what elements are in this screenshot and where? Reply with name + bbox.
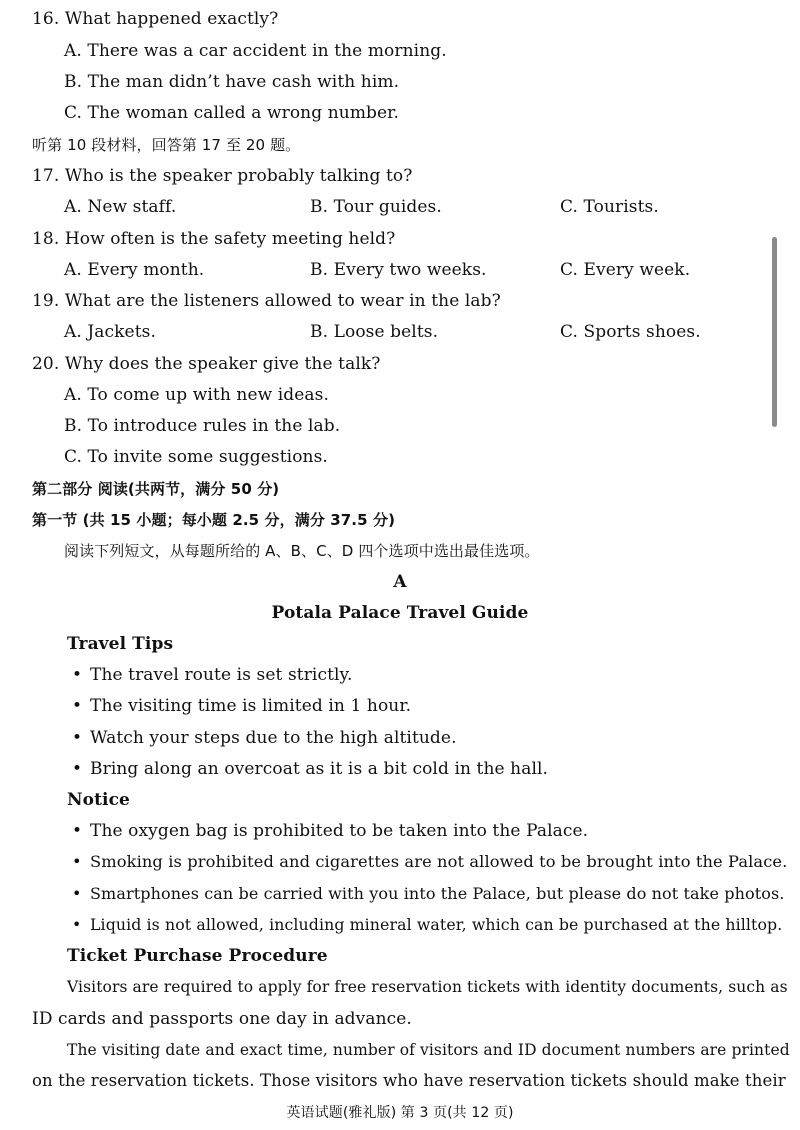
passage-label: A — [393, 572, 407, 592]
q17-question: 17. Who is the speaker probably talking to? — [32, 166, 413, 186]
notice-item — [72, 883, 784, 905]
travel-tip-text: The travel route is set strictly. — [90, 665, 353, 685]
q19-option-a: A. Jackets. — [64, 322, 156, 342]
notice-item — [72, 914, 782, 936]
q19-option-c: C. Sports shoes. — [560, 322, 701, 342]
q18-option-a: A. Every month. — [64, 260, 205, 280]
bullet-icon: • — [72, 759, 83, 779]
reading-instruction: 阅读下列短文，从每题所给的 A、B、C、D 四个选项中选出最佳选项。 — [64, 542, 540, 560]
q20-option-c: C. To invite some suggestions. — [64, 447, 328, 467]
ticket-para2-line1: The visiting date and exact time, number of visitors and ID document numbers are printed — [67, 1041, 790, 1059]
bullet-icon: • — [72, 852, 82, 871]
q19-question: 19. What are the listeners allowed to wear in the lab? — [32, 291, 501, 311]
ticket-heading: Ticket Purchase Procedure — [67, 946, 328, 966]
notice-heading: Notice — [67, 790, 130, 810]
travel-tip-text: Watch your steps due to the high altitude. — [90, 728, 457, 748]
travel-tip-text: Bring along an overcoat as it is a bit cold in the hall. — [90, 759, 549, 779]
passage-title: Potala Palace Travel Guide — [271, 603, 529, 623]
q16-option-c: C. The woman called a wrong number. — [64, 103, 400, 123]
travel-tip-item — [72, 695, 411, 717]
notice-text: Liquid is not allowed, including mineral water, which can be purchased at the hilltop. — [90, 915, 783, 934]
bullet-icon: • — [72, 665, 83, 685]
travel-tip-text: The visiting time is limited in 1 hour. — [90, 696, 412, 716]
travel-tips-heading: Travel Tips — [67, 634, 174, 654]
q17-option-b: B. Tour guides. — [310, 197, 442, 217]
instruction-section-10: 听第 10 段材料，回答第 17 至 20 题。 — [32, 136, 301, 154]
bullet-icon: • — [72, 915, 82, 934]
notice-item — [72, 820, 588, 842]
page-footer: 英语试题(雅礼版) 第 3 页(共 12 页) — [286, 1105, 514, 1121]
q16-option-b: B. The man didn’t have cash with him. — [64, 72, 400, 92]
q18-option-b: B. Every two weeks. — [310, 260, 487, 280]
notice-text: Smoking is prohibited and cigarettes are not allowed to be brought into the Palace. — [90, 852, 788, 871]
q17-option-c: C. Tourists. — [560, 197, 659, 217]
ticket-para2-line2: on the reservation tickets. Those visitors who have reservation tickets should make their — [32, 1071, 786, 1090]
ticket-para1-line2: ID cards and passports one day in advance. — [32, 1009, 412, 1029]
bullet-icon: • — [72, 821, 83, 841]
q18-question: 18. How often is the safety meeting held? — [32, 229, 396, 249]
notice-text: The oxygen bag is prohibited to be taken into the Palace. — [90, 821, 589, 841]
q16-question: 16. What happened exactly? — [32, 9, 279, 29]
bullet-icon: • — [72, 696, 83, 716]
vertical-scrollbar[interactable] — [772, 237, 777, 427]
q20-option-a: A. To come up with new ideas. — [64, 385, 329, 405]
travel-tip-item — [72, 664, 353, 686]
q20-question: 20. Why does the speaker give the talk? — [32, 354, 381, 374]
bullet-icon: • — [72, 728, 83, 748]
q19-option-b: B. Loose belts. — [310, 322, 439, 342]
bullet-icon: • — [72, 884, 82, 903]
part-two-heading: 第二部分 阅读(共两节，满分 50 分) — [32, 480, 280, 498]
ticket-para1-line1: Visitors are required to apply for free reservation tickets with identity documents, such as — [67, 978, 788, 996]
travel-tip-item — [72, 758, 548, 780]
travel-tip-item — [72, 727, 457, 749]
notice-item — [72, 851, 787, 873]
q17-option-a: A. New staff. — [64, 197, 177, 217]
q20-option-b: B. To introduce rules in the lab. — [64, 416, 341, 436]
notice-text: Smartphones can be carried with you into the Palace, but please do not take photos. — [90, 884, 785, 903]
q16-option-a: A. There was a car accident in the morning. — [64, 41, 447, 61]
section-one-heading: 第一节 (共 15 小题；每小题 2.5 分，满分 37.5 分) — [32, 511, 396, 529]
q18-option-c: C. Every week. — [560, 260, 691, 280]
